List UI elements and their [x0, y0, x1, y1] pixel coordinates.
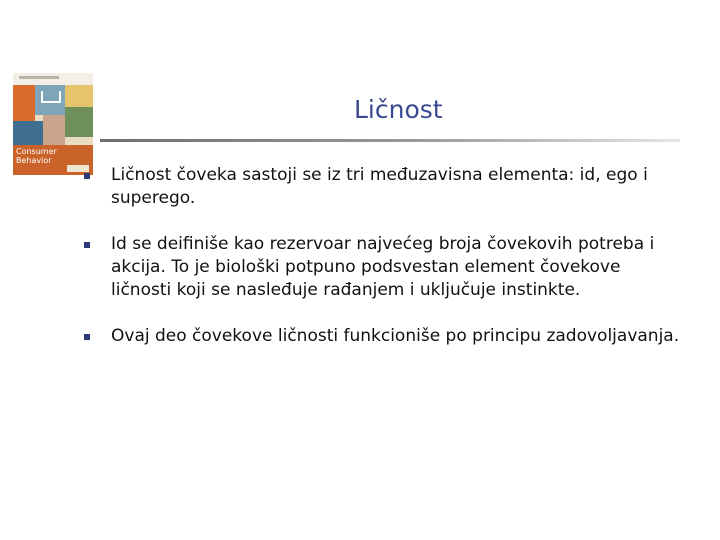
cover-block	[65, 85, 93, 107]
book-cover-image	[13, 73, 93, 175]
bullet-text: Ovaj deo čovekove ličnosti funkcioniše po principu zadovoljavanja.	[111, 326, 680, 346]
shopping-cart-icon	[41, 91, 61, 103]
cover-block	[13, 85, 35, 121]
cover-block	[65, 107, 93, 137]
cover-top-strip	[13, 73, 93, 85]
bullet-item	[84, 325, 684, 348]
title-divider	[100, 139, 680, 142]
cover-block	[13, 121, 43, 145]
square-bullet-icon	[84, 242, 90, 248]
cover-title: Consumer Behavior	[16, 147, 57, 165]
cover-author-tag	[19, 76, 59, 79]
bullet-item	[84, 233, 684, 302]
bullet-item	[84, 164, 684, 210]
cover-block	[43, 115, 65, 149]
bullet-list	[84, 164, 684, 348]
square-bullet-icon	[84, 173, 90, 179]
bullet-text: Id se deifiniše kao rezervoar najvećeg broja čovekovih potreba i akcija. To je biološki potpuno podsvestan element čovekove ličnosti koji se nasleđuje rađanjem i uključuje instinkte.	[111, 234, 655, 300]
bullet-text: Ličnost čoveka sastoji se iz tri međuzavisna elementa: id, ego i superego.	[111, 165, 648, 208]
slide-title: Ličnost	[354, 95, 443, 124]
square-bullet-icon	[84, 334, 90, 340]
